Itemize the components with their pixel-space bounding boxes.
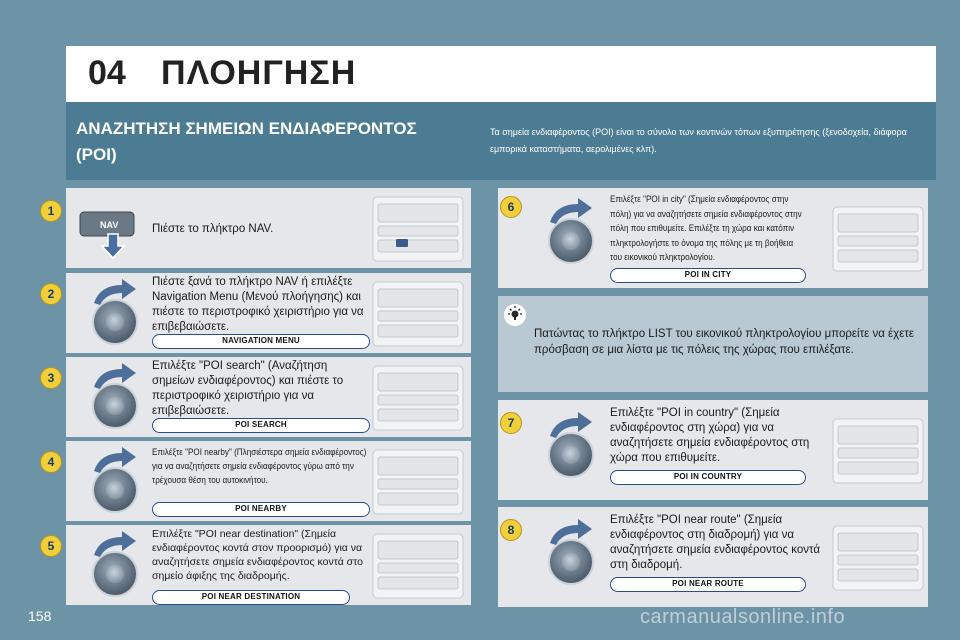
step-panel-4: [47, 441, 471, 521]
step-number-badge: 2: [40, 283, 62, 305]
step-text: Πιέστε το πλήκτρο NAV.: [152, 223, 274, 235]
step-panel-8: [498, 507, 928, 607]
step-number-badge: 6: [500, 196, 522, 218]
rotary-knob-icon: [82, 531, 148, 597]
step-panel-6: [498, 188, 928, 288]
step-panel-1: [47, 188, 471, 268]
step-panel-5: [47, 525, 471, 605]
step-text: Επιλέξτε "POI in country" (Σημεία ενδιαφέροντος στη χώρα) για να αναζητήσετε σημεία ενδιαφέροντος στη χώρα που επιθυμείτε.: [610, 407, 810, 464]
page-number: 158: [28, 608, 52, 624]
rotary-knob-icon: [538, 412, 604, 478]
section-heading-line2: (POI): [76, 145, 117, 164]
radio-unit-icon: [372, 449, 464, 515]
step-text: Επιλέξτε "POI near destination" (Σημεία ενδιαφέροντος κοντά στον προορισμό) για να αναζητήσετε σημεία ενδιαφέροντος κοντά στο σημείο άφιξης της διαδρομής.: [152, 528, 363, 582]
step-number-badge: 1: [40, 200, 62, 222]
menu-label-pill: NAVIGATION MENU: [152, 334, 370, 349]
radio-unit-icon: [372, 365, 464, 431]
radio-unit-icon: [372, 281, 464, 347]
chapter-number: 04: [88, 54, 126, 92]
rotary-knob-icon: [82, 363, 148, 429]
radio-unit-icon: [372, 533, 464, 599]
tip-panel: [498, 296, 928, 392]
menu-label-pill: POI NEAR ROUTE: [610, 577, 806, 592]
radio-unit-icon: [832, 206, 924, 272]
step-text: Επιλέξτε "POI nearby" (Πλησιέστερα σημεία ενδιαφέροντος) για να αναζητήσετε σημεία ενδιαφέροντος γύρω από την τρέχουσα θέση του αυτοκινήτου.: [152, 447, 367, 485]
step-panel-2: [47, 273, 471, 353]
tip-text: Πατώντας το πλήκτρο LIST του εικονικού πληκτρολογίου μπορείτε να έχετε πρόσβαση σε μια λίστα με τις πόλεις της χώρας που επιλέξατε.: [534, 328, 914, 356]
step-number-badge: 3: [40, 367, 62, 389]
menu-label-pill: POI IN COUNTRY: [610, 470, 806, 485]
section-heading: [76, 116, 471, 168]
nav-button-icon: [78, 196, 144, 260]
step-number-badge: 5: [40, 535, 62, 557]
rotary-knob-icon: [82, 447, 148, 513]
step-text: Επιλέξτε "POI search" (Αναζήτηση σημείων ενδιαφέροντος) και πιέστε το περιστροφικό χειριστήριο για να επιβεβαιώσετε.: [152, 360, 344, 417]
radio-unit-icon: [832, 525, 924, 591]
menu-label-pill: POI SEARCH: [152, 418, 370, 433]
rotary-knob-icon: [538, 519, 604, 585]
step-text: Επιλέξτε "POI near route" (Σημεία ενδιαφέροντος στη διαδρομή) για να αναζητήσετε σημεία ενδιαφέροντος κοντά στη διαδρομή.: [610, 514, 821, 571]
step-panel-3: [47, 357, 471, 437]
step-text: Επιλέξτε "POI in city" (Σημεία ενδιαφέροντος στην πόλη) για να αναζητήσετε σημεία ενδιαφέροντος στην πόλη που επιθυμείτε. Επιλέξτε τη χώρα και κατόπιν πληκτρολογήστε το όνομα της πόλης με τη βοήθεια του εικονικού πληκτρολογίου.: [610, 194, 802, 262]
lightbulb-icon: [504, 304, 526, 326]
menu-label-pill: POI NEAR DESTINATION: [152, 590, 350, 605]
intro-band: [66, 102, 936, 180]
radio-unit-icon: [832, 418, 924, 484]
watermark: carmanualsonline.info: [640, 606, 846, 628]
step-number-badge: 4: [40, 451, 62, 473]
page-header: [66, 46, 936, 102]
step-number-badge: 8: [500, 519, 522, 541]
svg-text:NAV: NAV: [100, 220, 119, 230]
radio-unit-icon: [372, 196, 464, 262]
menu-label-pill: POI IN CITY: [610, 268, 806, 283]
menu-label-pill: POI NEARBY: [152, 502, 370, 517]
rotary-knob-icon: [538, 198, 604, 264]
step-panel-7: [498, 400, 928, 500]
page-title: ΠΛΟΗΓΗΣΗ: [161, 54, 357, 92]
step-text: Πιέστε ξανά το πλήκτρο NAV ή επιλέξτε Navigation Menu (Μενού πλοήγησης) και πιέστε το περιστροφικό χειριστήριο για να επιβεβαιώσετε.: [152, 276, 364, 333]
step-number-badge: 7: [500, 412, 522, 434]
section-heading-line1: ΑΝΑΖΗΤΗΣΗ ΣΗΜΕΙΩΝ ΕΝΔΙΑΦΕΡΟΝΤΟΣ: [76, 119, 417, 138]
rotary-knob-icon: [82, 279, 148, 345]
intro-description: Τα σημεία ενδιαφέροντος (POI) είναι το σύνολο των κοντινών τόπων εξυπηρέτησης (ξενοδοχεία, διάφορα εμπορικά καταστήματα, αερολιμένες κλπ).: [490, 127, 907, 154]
